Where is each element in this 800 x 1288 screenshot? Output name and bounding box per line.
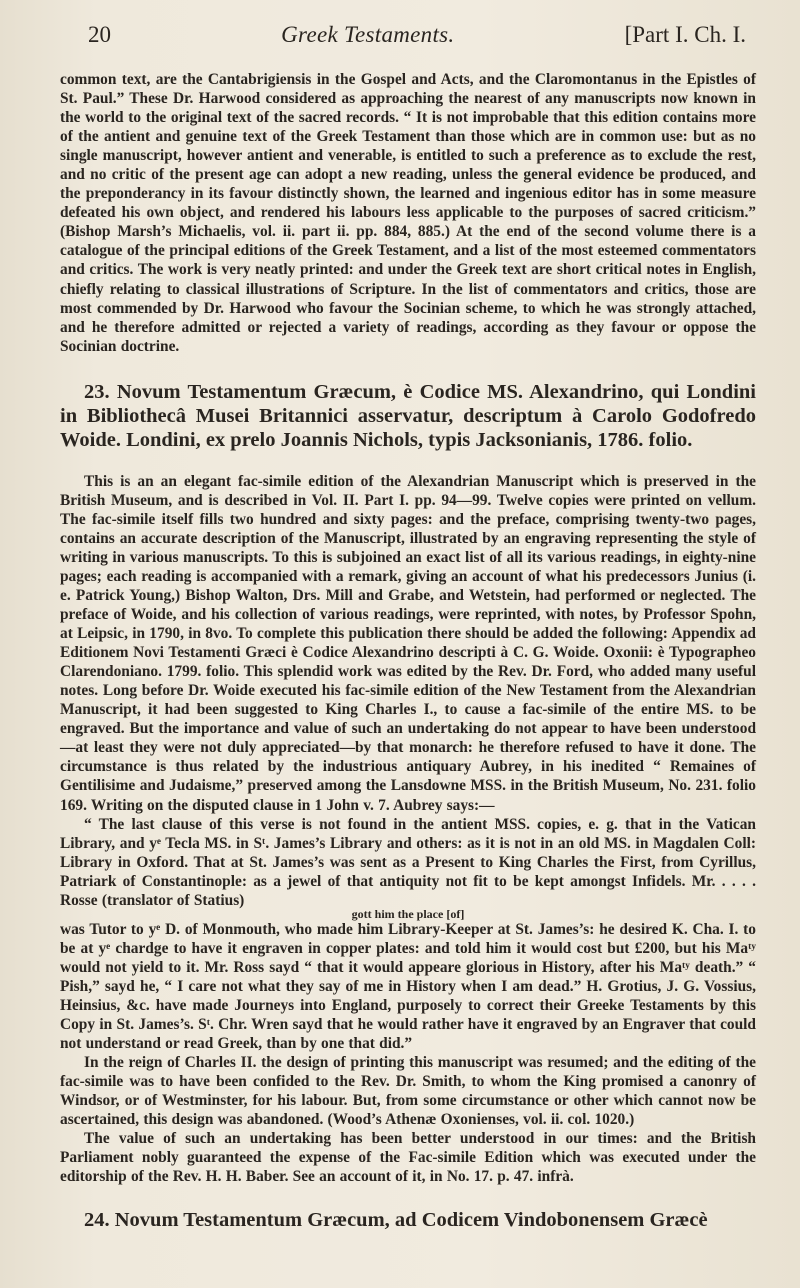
aubrey-quote-part-1: “ The last clause of this verse is not found in the antient MSS. copies, e. g. that in the Vatican Library, and yᵉ Tecla MS. in Sᵗ. James’s Library and others: as it is not in an old MS. in Magdalen Coll: Library in Oxford. That at St. James’s was sent as a Present to King Charles the First, from Cyrillus, Patriark of Constantinople: as a jewel of that antiquity not fit to be kept amongst Infidels. Mr. . . . . Rosse (translator of Statius) <box>60 815 756 909</box>
aubrey-quote-part-2: was Tutor to yᵉ D. of Monmouth, who made him Library-Keeper at St. James’s: he desired K. Cha. I. to be at yᵉ chardge to have it engraven in copper plates: and told him it would cost but £200, but his Maᵗʸ would not yield to it. Mr. Ross sayd “ that it would appeare glorious in History, after his Maᵗʸ death.” “ Pish,” sayd he, “ I care not what they say of me in History when I am dead.” H. Grotius, J. G. Vossius, Heinsius, &c. have made Journeys into England, purposely to correct their Greeke Testaments by this Copy in St. James’s. Sᵗ. Chr. Wren sayd that he would rather have it engraved by an Engraver that could not understand or read Greek, than by one that did.” <box>60 920 756 1053</box>
section-24-heading: 24. Novum Testamentum Græcum, ad Codicem Vindobonensem Græcè <box>84 1209 708 1232</box>
intro-paragraph: common text, are the Cantabrigiensis in the Gospel and Acts, and the Claromontanus in the Epistles of St. Paul.” These Dr. Harwood considered as approaching the nearest of any manuscripts now known in the world to the original text of the sacred records. “ It is not improbable that this edition contains more of the antient and genuine text of the Greek Testament than those which are in common use: but as no single manuscript, however antient and venerable, is entitled to such a preference as to exclude the rest, and no critic of the present age can adopt a new reading, unless the general evidence be produced, and the preponderancy in its favour distinctly shown, the learned and ingenious editor has in some measure defeated his own object, and rendered his labours less applicable to the purposes of sacred criticism.” (Bishop Marsh’s Michaelis, vol. ii. part ii. pp. 884, 885.) At the end of the second volume there is a catalogue of the principal editions of the Greek Testament, and a list of the most esteemed commentators and critics. The work is very neatly printed: and under the Greek text are short critical notes in English, chiefly relating to classical illustrations of Scripture. In the list of commentators and critics, those are most commended by Dr. Harwood who favour the Socinian scheme, to which he was strongly attached, and he therefore admitted or rejected a variety of readings, according as they favour or oppose the Socinian doctrine. <box>60 71 756 355</box>
part-chapter-label: [Part I. Ch. I. <box>624 22 746 47</box>
section-23-paragraph-4: The value of such an undertaking has been better understood in our times: and the British Parliament nobly guaranteed the expense of the Fac-simile Edition which was executed under the editorship of the Rev. H. H. Baber. See an account of it, in No. 17. p. 47. infrà. <box>60 1130 756 1186</box>
section-23-paragraph-3: In the reign of Charles II. the design of printing this manuscript was resumed; and the editing of the fac-simile was to have been confided to the Rev. Dr. Smith, to whom the King promised a canonry of Windsor, or of Westminster, for his labour. But, from some circumstance or other which cannot now be ascertained, this design was abandoned. (Wood’s Athenæ Oxonienses, vol. ii. col. 1020.) <box>60 1054 756 1129</box>
running-header <box>60 22 756 48</box>
section-23-paragraph-1: This is an an elegant fac-simile edition of the Alexandrian Manuscript which is preserved in the British Museum, and is described in Vol. II. Part I. pp. 94—99. Twelve copies were printed on vellum. The fac-simile itself fills two hundred and sixty pages: and the preface, comprising twenty-two pages, contains an accurate description of the Manuscript, illustrated by an engraving representing the style of writing in various manuscripts. To this is subjoined an exact list of all its various readings, in eighty-nine pages; each reading is accompanied with a remark, giving an account of what his predecessors Junius (i. e. Patrick Young,) Bishop Walton, Drs. Mill and Grabe, and Wetstein, had performed or neglected. The preface of Woide, and his collection of various readings, were reprinted, with notes, by Professor Spohn, at Leipsic, in 1790, in 8vo. To complete this publication there should be added the following: Appendix ad Editionem Novi Testamenti Græci è Codice Alexandrino descripti à C. G. Woide. Oxonii: è Typographeo Clarendoniano. 1799. folio. This splendid work was edited by the Rev. Dr. Ford, who added many useful notes. Long before Dr. Woide executed his fac-simile edition of the New Testament from the Alexandrian Manuscript, it had been suggested to King Charles I., to cause a fac-simile of the entire MS. to be engraved. But the importance and value of such an undertaking do not appear to have been understood—at least they were not duly appreciated—by that monarch: he therefore refused to have it done. The circumstance is thus related by the industrious antiquary Aubrey, in his inedited “ Remaines of Gentilisime and Judaisme,” preserved among the Lansdowne MSS. in the British Museum, No. 231. folio 169. Writing on the disputed clause in 1 John v. 7. Aubrey says:— <box>60 472 756 814</box>
running-title: Greek Testaments. <box>281 22 455 47</box>
page-number: 20 <box>88 22 111 47</box>
section-23-heading: 23. Novum Testamentum Græcum, è Codice MS. Alexandrino, qui Londini in Bibliothecâ Musei Britannici asservatur, descriptum à Carolo Godofredo Woide. Londini, ex prelo Joannis Nichols, typis Jacksonianis, 1786. folio. <box>60 380 756 451</box>
interlinear-insertion: gott him the place [of] <box>351 906 465 921</box>
